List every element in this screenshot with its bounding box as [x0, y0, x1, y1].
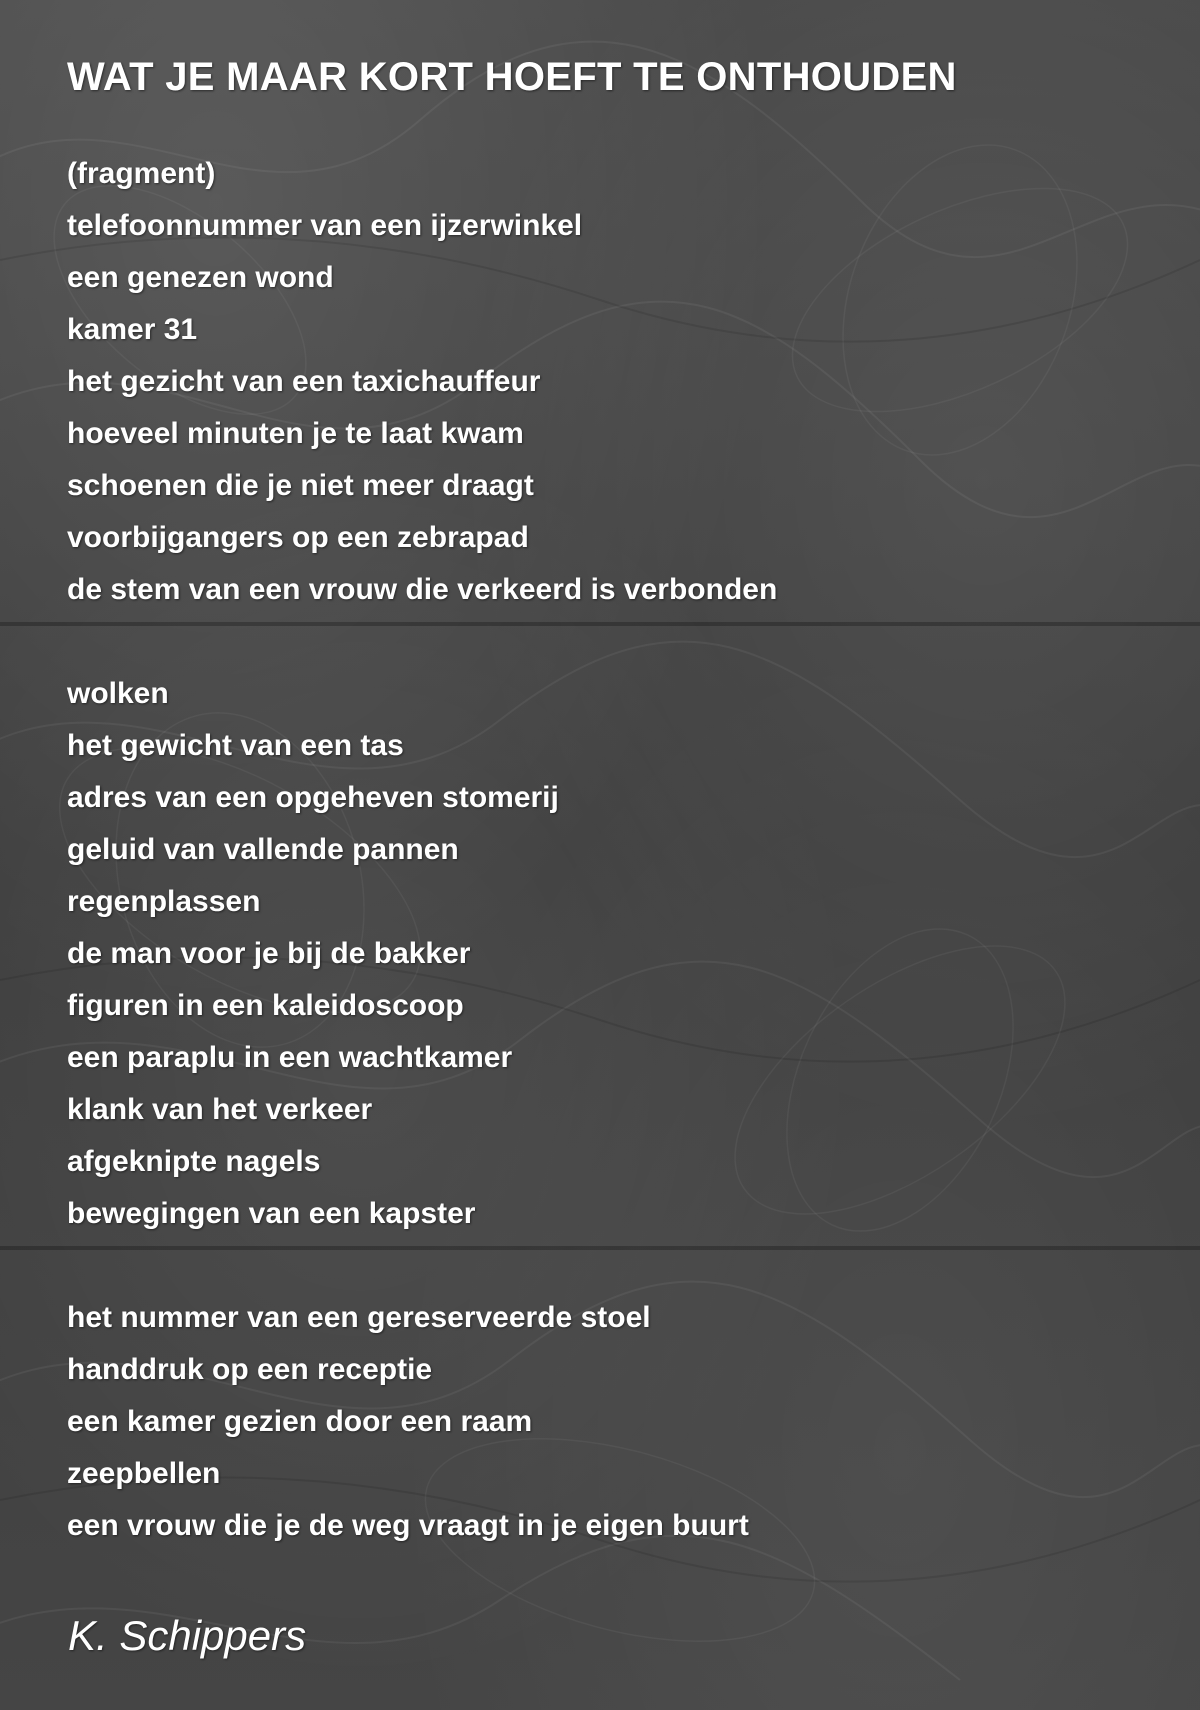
- stanza: [67, 148, 1147, 616]
- poem-author: K. Schippers: [68, 1612, 307, 1659]
- poem-line: figuren in een kaleidoscoop: [67, 989, 464, 1022]
- poem-line: klank van het verkeer: [67, 1093, 373, 1126]
- poem-line: een paraplu in een wachtkamer: [67, 1041, 513, 1074]
- poem-line: (fragment): [67, 157, 216, 190]
- poem-content: [67, 48, 1147, 1604]
- poem-line: zeepbellen: [67, 1457, 221, 1490]
- poem-line: afgeknipte nagels: [67, 1145, 321, 1178]
- poem-line: de man voor je bij de bakker: [67, 937, 471, 970]
- poem-line: een genezen wond: [67, 261, 334, 294]
- poem-line: telefoonnummer van een ijzerwinkel: [67, 209, 583, 242]
- poem-line: schoenen die je niet meer draagt: [67, 469, 534, 502]
- stanza: [67, 668, 1147, 1240]
- poem-line: handdruk op een receptie: [67, 1353, 433, 1386]
- poem-line: kamer 31: [67, 313, 198, 346]
- poem-line: bewegingen van een kapster: [67, 1197, 476, 1230]
- poem-line: adres van een opgeheven stomerij: [67, 781, 559, 814]
- poem-line: een vrouw die je de weg vraagt in je eigen buurt: [67, 1509, 749, 1542]
- poem-line: geluid van vallende pannen: [67, 833, 459, 866]
- poem-line: de stem van een vrouw die verkeerd is verbonden: [67, 573, 778, 606]
- poem-body: [67, 148, 1147, 1552]
- poem-line: het gewicht van een tas: [67, 729, 404, 762]
- poem-line: het gezicht van een taxichauffeur: [67, 365, 541, 398]
- poem-line: regenplassen: [67, 885, 261, 918]
- poem-title: WAT JE MAAR KORT HOEFT TE ONTHOUDEN: [67, 55, 957, 99]
- poem-line: hoeveel minuten je te laat kwam: [67, 417, 524, 450]
- poem-line: voorbijgangers op een zebrapad: [67, 521, 529, 554]
- poem-line: wolken: [67, 677, 169, 710]
- stanza: [67, 1292, 1147, 1552]
- poem-line: het nummer van een gereserveerde stoel: [67, 1301, 651, 1334]
- poem-line: een kamer gezien door een raam: [67, 1405, 533, 1438]
